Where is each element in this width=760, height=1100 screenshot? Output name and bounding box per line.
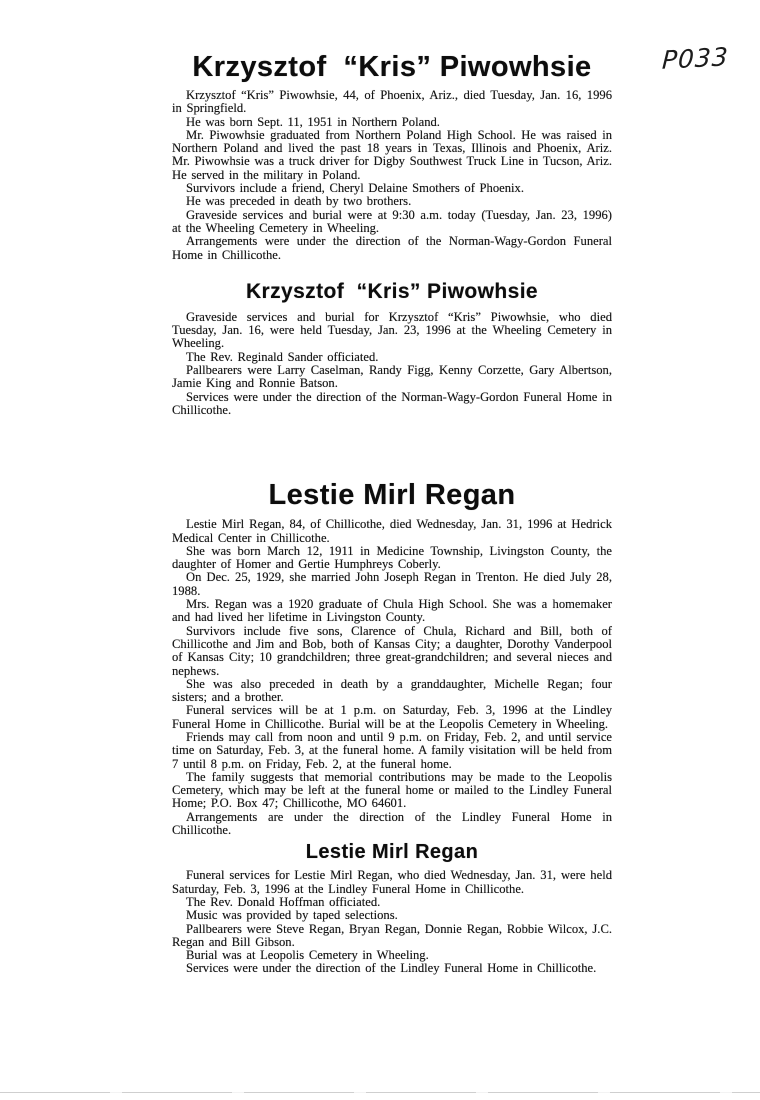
obituary-paragraph: Graveside services and burial for Krzysztof “Kris” Piwowhsie, who died Tuesday, Jan. 16, were held Tuesday, Jan. 23, 1996 at the Wheeling Cemetery in Wheeling. [172,309,612,351]
obituary-paragraph: Mr. Piwowhsie graduated from Northern Poland High School. He was raised in Northern Poland and lived the past 18 years in Texas, Illinois and Phoenix, Ariz. Mr. Piwowhsie was a truck driver for Digby Southwest Truck Line in Tucson, Ariz. He served in the military in Poland. [172,127,612,182]
obituary-paragraph: Music was provided by taped selections. [186,908,398,923]
obituary-title: Krzysztof “Kris” Piwowhsie [192,51,592,83]
obituary-paragraph: Arrangements are under the direction of the Lindley Funeral Home in Chillicothe. [172,809,612,838]
obituary-paragraph: Mrs. Regan was a 1920 graduate of Chula High School. She was a homemaker and had lived her lifetime in Livingston County. [172,597,612,625]
obituary-title: Lestie Mirl Regan [268,479,516,512]
obituary-section-piwowhsie-1 [172,50,612,262]
obituary-paragraph: Survivors include five sons, Clarence of Chula, Richard and Bill, both of Chillicothe and Jim and Bob, both of Kansas City; a daughter, Dorothy Vanderpool of Kansas City; 10 grandchildren; three great-grandchildren; and several nieces and nephews. [172,623,612,678]
obituary-paragraph: She was also preceded in death by a granddaughter, Michelle Regan; four sisters; and a brother. [172,676,612,705]
obituary-paragraph: Friends may call from noon and until 9 p.m. on Friday, Feb. 2, and until service time on Saturday, Feb. 3, at the funeral home. A family visitation will be held from 7 until 8 p.m. on Friday, Feb. 2, at the funeral home. [172,729,612,771]
obituary-paragraph: He was preceded in death by two brothers. [186,194,412,209]
obituary-body [172,869,612,975]
obituary-paragraph: On Dec. 25, 1929, she married John Joseph Regan in Trenton. He died July 28, 1988. [172,570,612,598]
obituary-body [172,518,612,837]
obituary-paragraph: Graveside services and burial were at 9:30 a.m. today (Tuesday, Jan. 23, 1996) at the Wheeling Cemetery in Wheeling. [172,207,612,235]
obituary-paragraph: Pallbearers were Larry Caselman, Randy Figg, Kenny Corzette, Gary Albertson, Jamie King and Ronnie Batson. [172,363,612,391]
obituary-section-piwowhsie-2 [172,279,612,417]
obituary-paragraph: Services were under the direction of the Lindley Funeral Home in Chillicothe. [186,961,597,976]
obituary-paragraph: The family suggests that memorial contributions may be made to the Leopolis Cemetery, which may be left at the funeral home or mailed to the Lindley Funeral Home; P.O. Box 47; Chillicothe, MO 64601. [172,769,612,811]
obituary-paragraph: Services were under the direction of the Norman-Wagy-Gordon Funeral Home in Chillicothe. [172,389,612,417]
obituary-body [172,89,612,262]
obituary-paragraph: Arrangements were under the direction of the Norman-Wagy-Gordon Funeral Home in Chillicothe. [172,234,612,262]
obituary-title: Lestie Mirl Regan [305,841,479,864]
obituary-paragraph: Survivors include a friend, Cheryl Delaine Smothers of Phoenix. [186,181,524,196]
obituary-paragraph: Funeral services will be at 1 p.m. on Saturday, Feb. 3, 1996 at the Lindley Funeral Home in Chillicothe. Burial will be at the Leopolis Cemetery in Wheeling. [172,703,612,731]
handwritten-annotation: P033 [661,42,730,75]
obituary-paragraph: Pallbearers were Steve Regan, Bryan Regan, Donnie Regan, Robbie Wilcox, J.C. Regan and Bill Gibson. [172,921,612,949]
obituary-paragraph: He was born Sept. 11, 1951 in Northern Poland. [186,114,440,129]
obituary-paragraph: Burial was at Leopolis Cemetery in Wheeling. [186,948,429,963]
obituary-paragraph: The Rev. Donald Hoffman officiated. [186,894,381,909]
obituary-paragraph: Lestie Mirl Regan, 84, of Chillicothe, died Wednesday, Jan. 31, 1996 at Hedrick Medical Center in Chillicothe. [172,517,612,545]
obituary-paragraph: Funeral services for Lestie Mirl Regan, who died Wednesday, Jan. 31, were held Saturday, Feb. 3, 1996 at the Lindley Funeral Home in Chillicothe. [172,868,612,896]
scan-artifact-line [0,1092,760,1093]
obituary-column [172,0,612,976]
obituary-paragraph: She was born March 12, 1911 in Medicine Township, Livingston County, the daughter of Homer and Gertie Humphreys Coberly. [172,543,612,572]
obituary-section-regan-2 [172,840,612,975]
obituary-body [172,311,612,417]
obituary-paragraph: Krzysztof “Kris” Piwowhsie, 44, of Phoenix, Ariz., died Tuesday, Jan. 16, 1996 in Springfield. [172,88,612,116]
obituary-section-regan-1 [172,478,612,837]
obituary-paragraph: The Rev. Reginald Sander officiated. [186,349,379,364]
obituary-title: Krzysztof “Kris” Piwowhsie [245,279,539,303]
